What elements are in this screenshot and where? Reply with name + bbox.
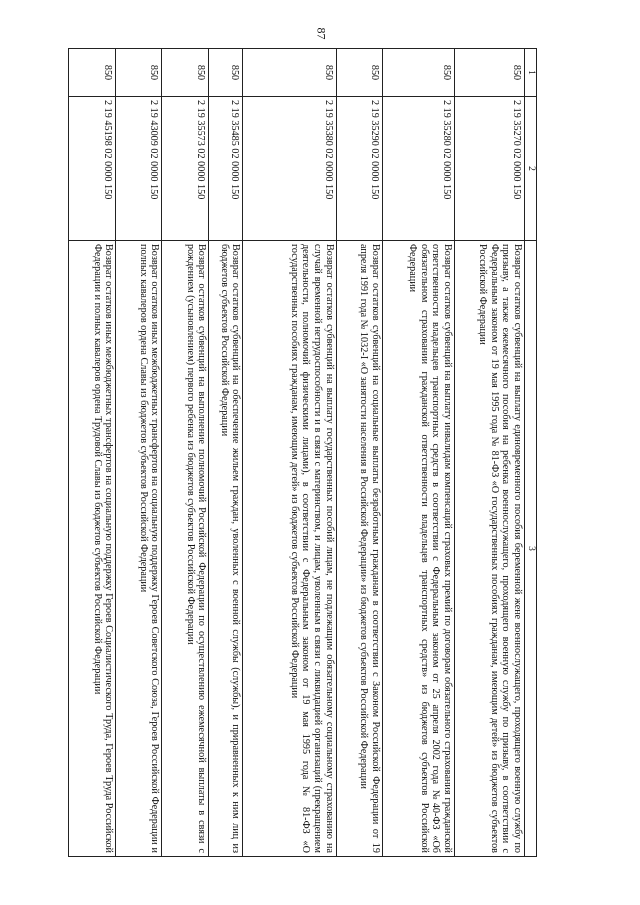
description-cell: Возврат остатков субвенций на обеспечение жильем граждан, уволенных с военной службы (службы), и приравненных к ним лиц из бюджетов субъектов Российской Федерации bbox=[209, 241, 243, 857]
admin-code-cell: 850 bbox=[116, 49, 162, 97]
header-row bbox=[525, 49, 537, 857]
table-row bbox=[243, 49, 336, 857]
admin-code-cell: 850 bbox=[336, 49, 382, 97]
admin-code-cell: 850 bbox=[69, 49, 116, 97]
budget-code-cell: 2 19 45198 02 0000 150 bbox=[69, 97, 116, 241]
budget-code-cell: 2 19 35270 02 0000 150 bbox=[454, 97, 524, 241]
budget-code-cell: 2 19 35380 02 0000 150 bbox=[243, 97, 336, 241]
column-header-2: 2 bbox=[525, 97, 537, 241]
description-cell: Возврат остатков иных межбюджетных трансфертов на социальную поддержку Героев Социалистического Труда, Героев Труда Российской Федерации и полных кавалеров ордена Трудовой Славы из бюджетов субъектов Российской Федерации bbox=[69, 241, 116, 857]
column-header-1: 1 bbox=[525, 49, 537, 97]
description-cell: Возврат остатков иных межбюджетных трансфертов на социальную поддержку Героев Советского Союза, Героев Российской Федерации и полных кавалеров ордена Славы из бюджетов субъектов Российской Федерации bbox=[116, 241, 162, 857]
table-row bbox=[162, 49, 209, 857]
column-header-3: 3 bbox=[525, 241, 537, 857]
admin-code-cell: 850 bbox=[382, 49, 454, 97]
admin-code-cell: 850 bbox=[454, 49, 524, 97]
description-cell: Возврат остатков субвенций на выплату единовременного пособия беременной жене военнослужащего, проходящего военную службу по призыву, а также ежемесячного пособия на ребенка военнослужащего, проходящего военную службу по призыву, в соответствии с Федеральным законом от 19 мая 1995 года № 81-ФЗ «О государственных пособиях гражданам, имеющим детей» из бюджетов субъектов Российской Федерации bbox=[454, 241, 524, 857]
admin-code-cell: 850 bbox=[162, 49, 209, 97]
description-cell: Возврат остатков субвенций на выполнение полномочий Российской Федерации по осуществлению ежемесячной выплаты в связи с рождением (усыновлением) первого ребенка из бюджетов субъектов Российской Федерации bbox=[162, 241, 209, 857]
admin-code-cell: 850 bbox=[209, 49, 243, 97]
budget-code-cell: 2 19 35280 02 0000 150 bbox=[382, 97, 454, 241]
description-cell: Возврат остатков субвенций на социальные выплаты безработным гражданам в соответствии с Законом Российской Федерации от 19 апреля 1991 года № 1032-I «О занятости населения в Российской Федерации» из бюджетов субъектов Российской Федерации bbox=[336, 241, 382, 857]
rotated-table-area bbox=[68, 48, 537, 856]
budget-code-cell: 2 19 35290 02 0000 150 bbox=[336, 97, 382, 241]
description-cell: Возврат остатков субвенций на выплату государственных пособий лицам, не подлежащим обязательному социальному страхованию на случай временной нетрудоспособности и в связи с материнством, и лицам, уволенным в связи с ликвидацией организаций (прекращением деятельности, полномочий физическими лицами), в соответствии с Федеральным законом от 19 мая 1995 года № 81-ФЗ «О государственных пособиях гражданам, имеющим детей» из бюджетов субъектов Российской Федерации bbox=[243, 241, 336, 857]
table-row bbox=[69, 49, 116, 857]
table-row bbox=[382, 49, 454, 857]
table-row bbox=[116, 49, 162, 857]
table-row bbox=[209, 49, 243, 857]
budget-code-cell: 2 19 35573 02 0000 150 bbox=[162, 97, 209, 241]
budget-codes-table bbox=[68, 48, 537, 857]
budget-code-cell: 2 19 43009 02 0000 150 bbox=[116, 97, 162, 241]
page-number: 87 bbox=[314, 27, 329, 40]
table-row bbox=[454, 49, 524, 857]
table-rotator bbox=[68, 48, 537, 856]
admin-code-cell: 850 bbox=[243, 49, 336, 97]
budget-code-cell: 2 19 35485 02 0000 150 bbox=[209, 97, 243, 241]
table-row bbox=[336, 49, 382, 857]
description-cell: Возврат остатков субвенций на выплату инвалидам компенсаций страховых премий по договорам обязательного страхования гражданской ответственности владельцев транспортных средств в соответствии с Федеральным законом от 25 апреля 2002 года №40-ФЗ «Об обязательном страховании гражданской ответственности владельцев транспортных средств» из бюджетов субъектов Российской Федерации bbox=[382, 241, 454, 857]
